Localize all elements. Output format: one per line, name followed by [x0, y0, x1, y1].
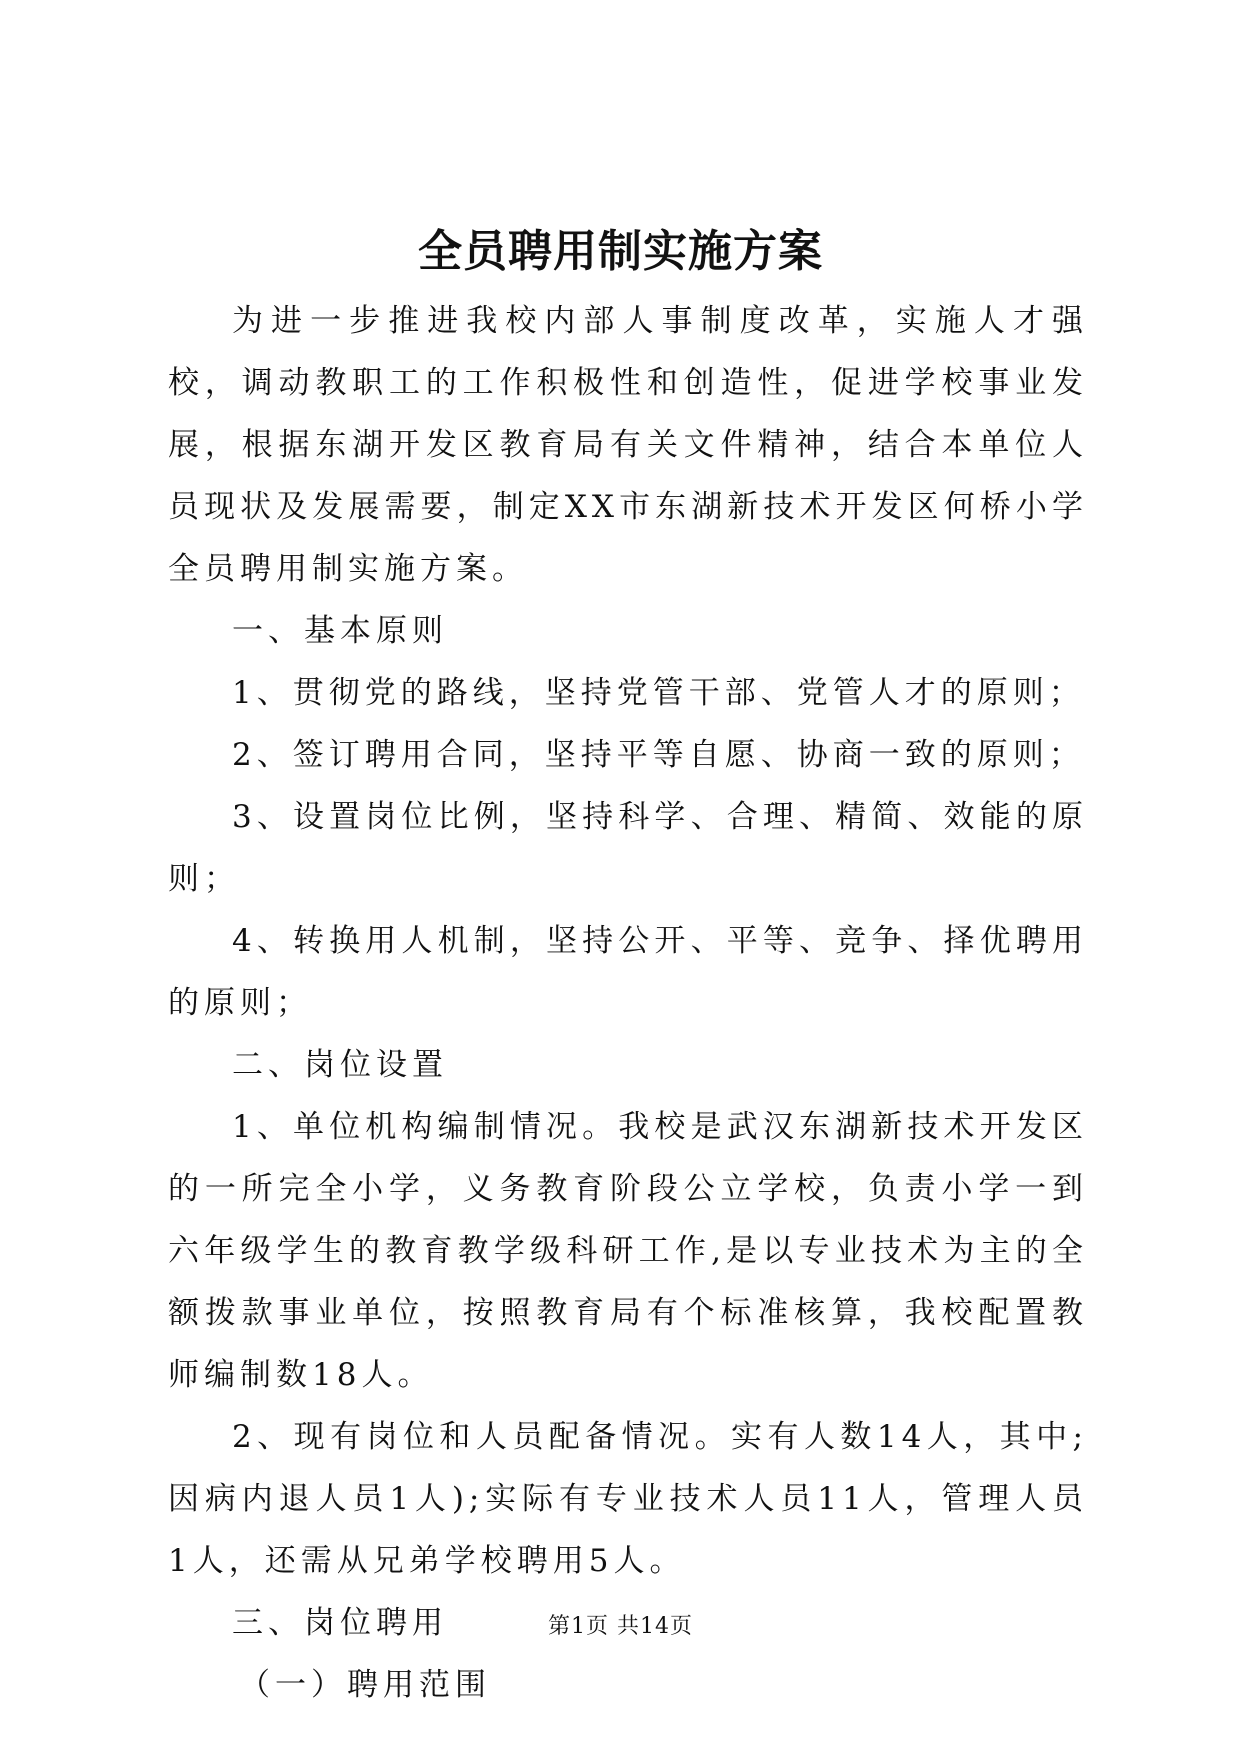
document-title: 全员聘用制实施方案: [418, 226, 823, 277]
subsection-heading-hiring-scope: （一）聘用范围: [239, 1667, 491, 1703]
document-body: [168, 290, 1088, 1716]
principle-item-4: 4、转换用人机制，坚持公开、平等、竞争、择优聘用的原则；: [168, 923, 1088, 1021]
principle-item-3: 3、设置岗位比例，坚持科学、合理、精简、效能的原则；: [168, 799, 1088, 897]
principle-item-1: 1、贯彻党的路线，坚持党管干部、党管人才的原则；: [232, 675, 1085, 711]
principle-item-2: 2、签订聘用合同，坚持平等自愿、协商一致的原则；: [232, 737, 1085, 773]
section-heading-basic-principles: 一、基本原则: [232, 613, 448, 649]
intro-paragraph: 为进一步推进我校内部人事制度改革，实施人才强校，调动教职工的工作积极性和创造性，促进学校事业发展，根据东湖开发区教育局有关文件精神，结合本单位人员现状及发展需要，制定XX市东湖新技术开发区何桥小学全员聘用制实施方案。: [168, 303, 1088, 587]
post-setup-item-1: 1、单位机构编制情况。我校是武汉东湖新技术开发区的一所完全小学，义务教育阶段公立学校，负责小学一到六年级学生的教育教学级科研工作,是以专业技术为主的全额拨款事业单位，按照教育局有个标准核算，我校配置教师编制数18人。: [168, 1109, 1088, 1393]
post-setup-item-2: 2、现有岗位和人员配备情况。实有人数14人，其中;因病内退人员1人);实际有专业技术人员11人，管理人员1人，还需从兄弟学校聘用5人。: [168, 1419, 1088, 1579]
section-heading-post-setup: 二、岗位设置: [232, 1047, 448, 1083]
section-heading-post-hiring: 三、岗位聘用: [232, 1605, 448, 1641]
page-number-footer: 第1页 共14页: [548, 1614, 693, 1639]
